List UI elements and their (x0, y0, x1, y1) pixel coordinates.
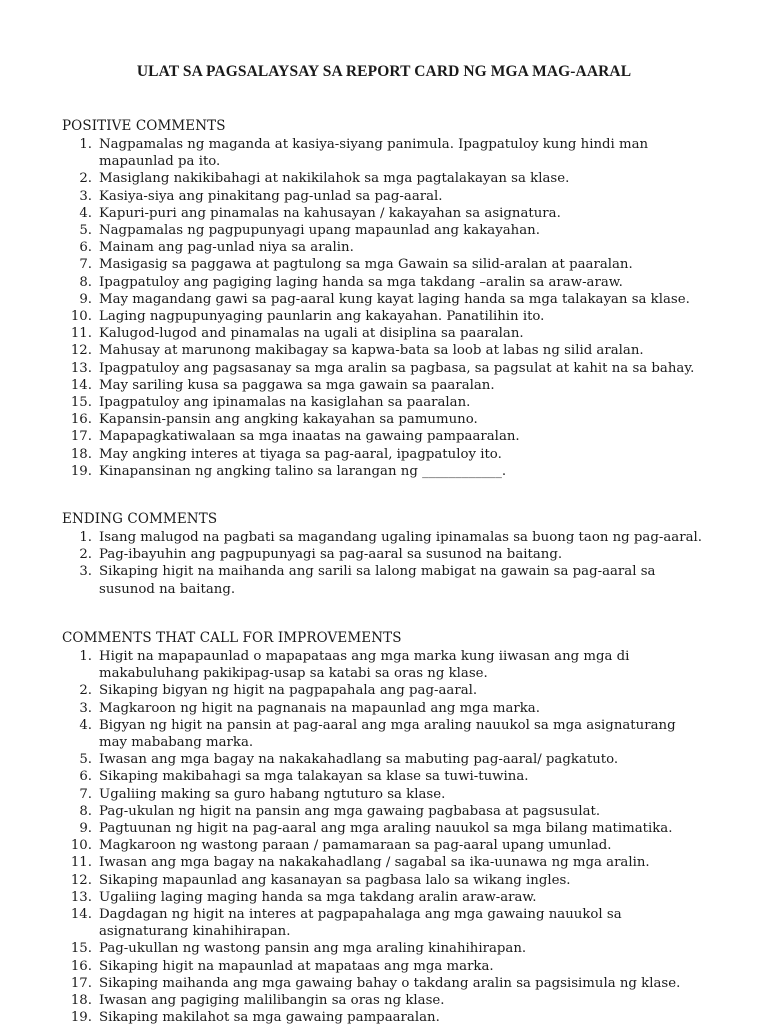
list-item-number: 11. (70, 855, 92, 871)
list-item (62, 992, 702, 1009)
list-item-number: 1. (79, 530, 92, 545)
list-item-text: Mapapagkatiwalaan sa mga inaatas na gawaing pampaaralan. (99, 429, 520, 445)
list-item-text: Ipagpatuloy ang pagsasanay sa mga aralin sa pagbasa, sa pagsulat at kahit na sa bahay. (99, 360, 695, 376)
list-item-number: 17. (70, 429, 92, 445)
list-item (62, 136, 702, 170)
list-item-text: Sikaping mapaunlad ang kasanayan sa pagbasa lalo sa wikang ingles. (99, 872, 571, 888)
list-item (62, 820, 702, 837)
list-item-number: 6. (79, 769, 92, 785)
list-item (62, 291, 702, 308)
list-item-number: 9. (79, 291, 92, 307)
list-item (62, 700, 702, 717)
list-item (62, 529, 702, 546)
list-item (62, 889, 702, 906)
list-item-text: May sariling kusa sa paggawa sa mga gawain sa paaralan. (99, 377, 495, 393)
list-item-text: Magkaroon ng higit na pagnanais na mapaunlad ang mga marka. (99, 700, 540, 716)
list-item-text: Isang malugod na pagbati sa magandang ugaling ipinamalas sa buong taon ng pag-aaral. (99, 530, 702, 545)
list-item-text: Laging nagpupunyaging paunlarin ang kakayahan. Panatilihin ito. (99, 309, 545, 325)
list-item-text: Iwasan ang pagiging malilibangin sa oras ng klase. (99, 993, 445, 1009)
list-item-text: Sikaping higit na maihanda ang sarili sa lalong mabigat na gawain sa pag-aaral sa susunod na baitang. (99, 564, 656, 597)
list-item-text: Bigyan ng higit na pansin at pag-aaral ang mga araling nauukol sa mga asignaturang may mababang marka. (99, 717, 676, 751)
list-item (62, 940, 702, 957)
list-item-number: 6. (79, 240, 92, 256)
list-item (62, 188, 702, 205)
list-item (62, 1009, 702, 1026)
list-item-text: Masigasig sa paggawa at pagtulong sa mga Gawain sa silid-aralan at paaralan. (99, 257, 633, 273)
list-item-text: Ugaliing laging maging handa sa mga takdang aralin araw-araw. (99, 889, 537, 905)
list-item (62, 803, 702, 820)
list-item-number: 8. (79, 274, 92, 290)
list-item-text: Sikaping bigyan ng higit na pagpapahala ang pag-aaral. (99, 683, 478, 699)
list-item-text: Dagdagan ng higit na interes at pagpapahalaga ang mga gawaing nauukol sa asignaturang kinahihirapan. (99, 907, 622, 940)
list-item-text: Sikaping maihanda ang mga gawaing bahay o takdang aralin sa pagsisimula ng klase. (99, 975, 681, 991)
list-item-number: 15. (70, 941, 92, 957)
section-heading-positive: POSITIVE COMMENTS (62, 118, 226, 134)
list-item-number: 12. (70, 872, 92, 888)
list-item (62, 786, 702, 803)
list-item (62, 308, 702, 325)
list-item-text: Kapuri-puri ang pinamalas na kahusayan / kakayahan sa asignatura. (99, 205, 561, 221)
list-item (62, 975, 702, 992)
list-item-text: Iwasan ang mga bagay na nakakahadlang / sagabal sa ika-uunawa ng mga aralin. (99, 855, 650, 871)
list-item (62, 837, 702, 854)
list-item-text: Mainam ang pag-unlad niya sa aralin. (99, 240, 354, 256)
list-item (62, 325, 702, 342)
list-item (62, 682, 702, 699)
list-item-number: 2. (79, 683, 92, 699)
list-item-number: 13. (70, 889, 92, 905)
document-title: ULAT SA PAGSALAYSAY SA REPORT CARD NG MGA MAG-AARAL (136, 63, 632, 80)
list-item-number: 18. (70, 993, 92, 1009)
list-item-number: 10. (70, 309, 92, 325)
list-item-number: 10. (70, 838, 92, 854)
list-item (62, 446, 702, 463)
list-item-number: 4. (79, 717, 92, 733)
list-item-number: 7. (79, 257, 92, 273)
list-item-text: Ipagpatuloy ang pagiging laging handa sa mga takdang –aralin sa araw-araw. (99, 274, 623, 290)
list-item (62, 205, 702, 222)
list-item-text: May angking interes at tiyaga sa pag-aaral, ipagpatuloy ito. (99, 446, 502, 462)
list-item-text: Iwasan ang mga bagay na nakakahadlang sa mabuting pag-aaral/ pagkatuto. (99, 752, 619, 768)
list-item (62, 958, 702, 975)
list-item-text: Ugaliing making sa guro habang ngtuturo sa klase. (99, 786, 446, 802)
list-item-number: 3. (79, 700, 92, 716)
list-item-number: 13. (70, 360, 92, 376)
list-item-text: Nagpamalas ng maganda at kasiya-siyang panimula. Ipagpatuloy kung hindi man mapaunlad pa ito. (99, 137, 649, 170)
list-item-number: 7. (79, 786, 92, 802)
list-item (62, 872, 702, 889)
list-item-text: Pag-ukullan ng wastong pansin ang mga araling kinahihirapan. (99, 941, 527, 957)
list-item-text: Pagtuunan ng higit na pag-aaral ang mga araling nauukol sa mga bilang matimatika. (99, 821, 673, 837)
list-item-number: 14. (70, 907, 92, 923)
list-item-text: Kasiya-siya ang pinakitang pag-unlad sa pag-aaral. (99, 188, 443, 204)
list-item-text: Kapansin-pansin ang angking kakayahan sa pamumuno. (99, 412, 478, 428)
list-item-number: 15. (70, 395, 92, 411)
list-item (62, 717, 702, 751)
list-item-text: Sikaping makilahot sa mga gawaing pampaaralan. (99, 1010, 440, 1026)
list-item-number: 14. (70, 377, 92, 393)
list-item-number: 1. (79, 649, 92, 664)
list-item (62, 411, 702, 428)
section-heading-improvements: COMMENTS THAT CALL FOR IMPROVEMENTS (62, 630, 402, 646)
ending-comments-list (62, 529, 702, 598)
list-item-number: 19. (70, 1010, 92, 1026)
list-item-number: 16. (70, 412, 92, 428)
list-item (62, 360, 702, 377)
list-item (62, 648, 702, 682)
list-item-text: Higit na mapapaunlad o mapapataas ang mga marka kung iiwasan ang mga di makabuluhang pakikipag-usap sa katabi sa oras ng klase. (99, 649, 630, 682)
list-item (62, 563, 702, 597)
list-item (62, 428, 702, 445)
list-item-number: 3. (79, 564, 92, 580)
list-item-number: 16. (70, 958, 92, 974)
list-item (62, 751, 702, 768)
list-item (62, 463, 702, 480)
list-item-text: Ipagpatuloy ang ipinamalas na kasiglahan sa paaralan. (99, 395, 471, 411)
list-item (62, 394, 702, 411)
section-heading-ending: ENDING COMMENTS (62, 511, 218, 527)
list-item (62, 274, 702, 291)
list-item-text: Sikaping higit na mapaunlad at mapataas ang mga marka. (99, 958, 494, 974)
list-item (62, 239, 702, 256)
list-item-number: 8. (79, 803, 92, 819)
list-item (62, 342, 702, 359)
list-item-number: 5. (79, 223, 92, 239)
list-item-text: Sikaping makibahagi sa mga talakayan sa klase sa tuwi-tuwina. (99, 769, 529, 785)
list-item-text: Pag-ibayuhin ang pagpupunyagi sa pag-aaral sa susunod na baitang. (99, 547, 563, 563)
list-item-text: May magandang gawi sa pag-aaral kung kayat laging handa sa mga talakayan sa klase. (99, 291, 690, 307)
list-item (62, 170, 702, 187)
list-item-number: 11. (70, 326, 92, 342)
list-item-number: 18. (70, 446, 92, 462)
list-item-number: 2. (79, 547, 92, 563)
list-item-text: Kalugod-lugod and pinamalas na ugali at disiplina sa paaralan. (99, 326, 524, 342)
list-item (62, 222, 702, 239)
list-item-number: 12. (70, 343, 92, 359)
list-item-number: 1. (79, 137, 92, 152)
list-item-text: Masiglang nakikibahagi at nakikilahok sa mga pagtalakayan sa klase. (99, 171, 570, 187)
list-item (62, 906, 702, 940)
list-item (62, 768, 702, 785)
list-item (62, 256, 702, 273)
list-item (62, 854, 702, 871)
positive-comments-list (62, 136, 702, 480)
list-item-number: 4. (79, 205, 92, 221)
list-item-text: Magkaroon ng wastong paraan / pamamaraan sa pag-aaral upang umunlad. (99, 838, 612, 854)
list-item-number: 2. (79, 171, 92, 187)
list-item-text: Kinapansinan ng angking talino sa larangan ng ____________. (99, 463, 507, 479)
list-item (62, 377, 702, 394)
list-item (62, 546, 702, 563)
list-item-number: 17. (70, 975, 92, 991)
list-item-text: Nagpamalas ng pagpupunyagi upang mapaunlad ang kakayahan. (99, 223, 540, 239)
list-item-text: Pag-ukulan ng higit na pansin ang mga gawaing pagbabasa at pagsusulat. (99, 803, 601, 819)
list-item-number: 3. (79, 188, 92, 204)
improvement-comments-list (62, 648, 702, 1026)
list-item-number: 9. (79, 821, 92, 837)
list-item-number: 5. (79, 752, 92, 768)
list-item-number: 19. (70, 463, 92, 479)
list-item-text: Mahusay at marunong makibagay sa kapwa-bata sa loob at labas ng silid aralan. (99, 343, 644, 359)
